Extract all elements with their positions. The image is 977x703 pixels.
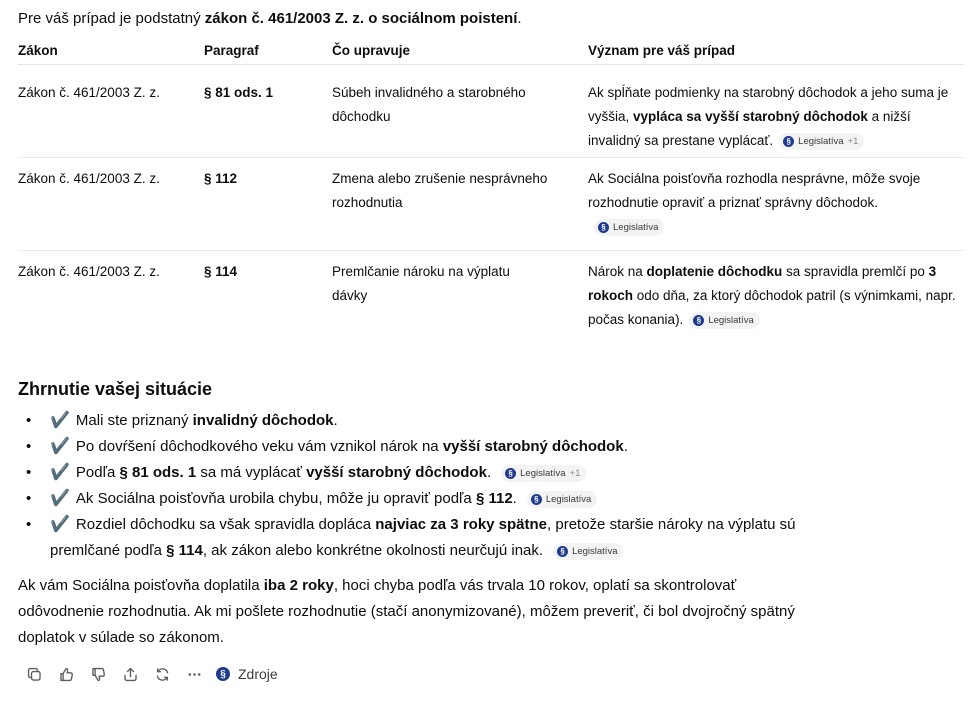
item-text: . — [486, 464, 492, 481]
summary-title: Zhrnutie vašej situácie — [18, 379, 213, 399]
citation-label: Legislatíva — [798, 135, 844, 147]
item-text: Ak Sociálna poisťovňa urobila chybu, môže ju opraviť podľa — [75, 490, 476, 507]
paragraph-ref: § 81 ods. 1 — [204, 84, 274, 100]
thumbs-down-button[interactable] — [82, 662, 114, 686]
closing-paragraph — [18, 573, 808, 651]
table-row — [18, 157, 964, 250]
bullet-dot: • — [26, 464, 32, 481]
checkmark-icon: ✔️ — [50, 464, 70, 481]
meaning-text: Ak spĺňate podmienky na starobný dôchodok a jeho suma je vyššia, — [588, 84, 949, 124]
cell-meaning — [588, 250, 964, 343]
citation-label: Legislatíva — [545, 494, 592, 505]
intro-text: Pre váš prípad je podstatný — [18, 10, 205, 27]
cell-meaning — [588, 157, 964, 250]
law-table — [18, 38, 964, 343]
cell-paragraph — [204, 250, 332, 343]
header-meaning: Význam pre váš prípad — [588, 38, 964, 64]
thumbs-up-button[interactable] — [50, 662, 82, 686]
section-icon: § — [783, 136, 794, 147]
item-bold: § 114 — [166, 542, 203, 559]
citation-chip[interactable] — [779, 133, 864, 150]
bullet-dot: • — [26, 516, 32, 533]
header-law: Zákon — [18, 38, 204, 64]
citation-label: Legislatíva — [520, 468, 566, 479]
item-text: Podľa — [75, 464, 120, 481]
meaning-bold: 3 rokoch — [588, 263, 937, 303]
item-text: . — [333, 412, 338, 429]
citation-extra: +1 — [569, 468, 581, 479]
sources-button[interactable] — [216, 662, 278, 686]
header-topic: Čo upravuje — [332, 38, 588, 64]
intro-paragraph — [18, 8, 522, 30]
section-icon: § — [505, 468, 516, 479]
copy-button[interactable] — [18, 662, 50, 686]
citation-chip[interactable] — [594, 219, 664, 236]
item-bold: vyšší starobný dôchodok — [442, 438, 624, 455]
cell-topic: Súbeh invalidného a starobného dôchodku — [332, 64, 588, 157]
list-item — [18, 512, 818, 564]
intro-suffix: . — [517, 10, 522, 27]
section-icon: § — [557, 546, 568, 557]
closing-bold: iba 2 roky — [263, 577, 334, 594]
meaning-text: odo dňa, za ktorý dôchodok patril (s výnimkami, napr. počas konania). — [588, 287, 956, 327]
section-icon: § — [693, 315, 704, 326]
list-item — [18, 460, 818, 486]
item-bold: § 81 ods. 1 — [119, 464, 197, 481]
cell-topic: Premlčanie nároku na výplatu dávky — [332, 263, 510, 303]
table-row — [18, 250, 964, 343]
citation-extra: +1 — [847, 135, 859, 147]
bullet-dot: • — [26, 490, 32, 507]
summary-list — [18, 408, 818, 564]
list-item — [18, 408, 818, 434]
item-text: , ak zákon alebo konkrétne okolnosti neurčujú inak. — [202, 542, 544, 559]
item-bold: § 112 — [475, 490, 513, 507]
cell-law: Zákon č. 461/2003 Z. z. — [18, 64, 204, 157]
item-bold: invalidný dôchodok — [192, 412, 334, 429]
citation-chip[interactable] — [689, 312, 759, 329]
citation-chip[interactable] — [527, 491, 597, 508]
response-actions — [18, 662, 278, 686]
thumbs-up-icon — [58, 666, 75, 683]
item-text: Mali ste priznaný — [75, 412, 193, 429]
checkmark-icon: ✔️ — [50, 490, 70, 507]
table-row — [18, 64, 964, 157]
bullet-dot: • — [26, 412, 32, 429]
paragraph-ref: § 112 — [204, 170, 238, 186]
thumbs-down-icon — [90, 666, 107, 683]
sources-label: Zdroje — [238, 666, 278, 682]
table-header-row — [18, 38, 964, 64]
item-text: Rozdiel dôchodku sa však spravidla dopláca — [75, 516, 376, 533]
item-bold: vyšší starobný dôchodok — [306, 464, 487, 481]
citation-label: Legislatíva — [572, 546, 618, 557]
checkmark-icon: ✔️ — [50, 516, 70, 533]
header-paragraph: Paragraf — [204, 38, 332, 64]
meaning-bold: vypláca sa vyšší starobný dôchodok — [633, 108, 868, 124]
closing-text: Ak vám Sociálna poisťovňa doplatila — [18, 577, 264, 594]
checkmark-icon: ✔️ — [50, 412, 70, 429]
citation-chip[interactable] — [501, 465, 586, 482]
item-text: . — [512, 490, 517, 507]
citation-label: Legislatíva — [613, 221, 659, 233]
intro-law-name: zákon č. 461/2003 Z. z. o sociálnom poistení — [204, 10, 518, 27]
paragraph-ref: § 114 — [204, 263, 238, 279]
section-icon: § — [531, 494, 542, 505]
cell-paragraph — [204, 157, 332, 250]
citation-chip[interactable] — [553, 543, 623, 560]
cell-meaning — [588, 64, 964, 157]
meaning-text: a nižší invalidný sa prestane vyplácať. — [588, 108, 911, 148]
more-icon — [186, 666, 203, 683]
item-text: . — [623, 438, 628, 455]
section-icon: § — [216, 667, 230, 681]
regenerate-button[interactable] — [146, 662, 178, 686]
item-bold: najviac za 3 roky spätne — [375, 516, 548, 533]
item-text: , pretože staršie nároky na výplatu sú premlčané podľa — [50, 516, 796, 559]
bullet-dot: • — [26, 438, 32, 455]
meaning-text: Nárok na — [588, 263, 647, 279]
cell-law: Zákon č. 461/2003 Z. z. — [18, 157, 204, 250]
more-button[interactable] — [178, 662, 210, 686]
meaning-text: sa spravidla premlčí po — [782, 263, 929, 279]
share-button[interactable] — [114, 662, 146, 686]
citation-label: Legislatíva — [708, 314, 754, 326]
closing-text: , hoci chyba podľa vás trvala 10 rokov, oplatí sa skontrolovať odôvodnenie rozhodnutia. Ak mi pošlete rozhodnutie (stačí anonymizované), môžem preveriť, či bol dvojročný spätný doplatok v súlade so zákonom. — [18, 577, 795, 646]
list-item — [18, 486, 818, 512]
regenerate-icon — [154, 666, 171, 683]
cell-law: Zákon č. 461/2003 Z. z. — [18, 263, 160, 279]
share-icon — [122, 666, 139, 683]
cell-topic: Zmena alebo zrušenie nesprávneho rozhodnutia — [332, 157, 588, 250]
meaning-bold: doplatenie dôchodku — [646, 263, 783, 279]
cell-paragraph — [204, 64, 332, 157]
item-text: sa má vyplácať — [196, 464, 307, 481]
meaning-text: Ak Sociálna poisťovňa rozhodla nesprávne, môže svoje rozhodnutie opraviť a priznať správny dôchodok. — [588, 170, 921, 210]
list-item — [18, 434, 818, 460]
section-icon: § — [598, 222, 609, 233]
checkmark-icon: ✔️ — [50, 438, 70, 455]
copy-icon — [26, 666, 43, 683]
item-text: Po dovŕšení dôchodkového veku vám vznikol nárok na — [75, 438, 443, 455]
